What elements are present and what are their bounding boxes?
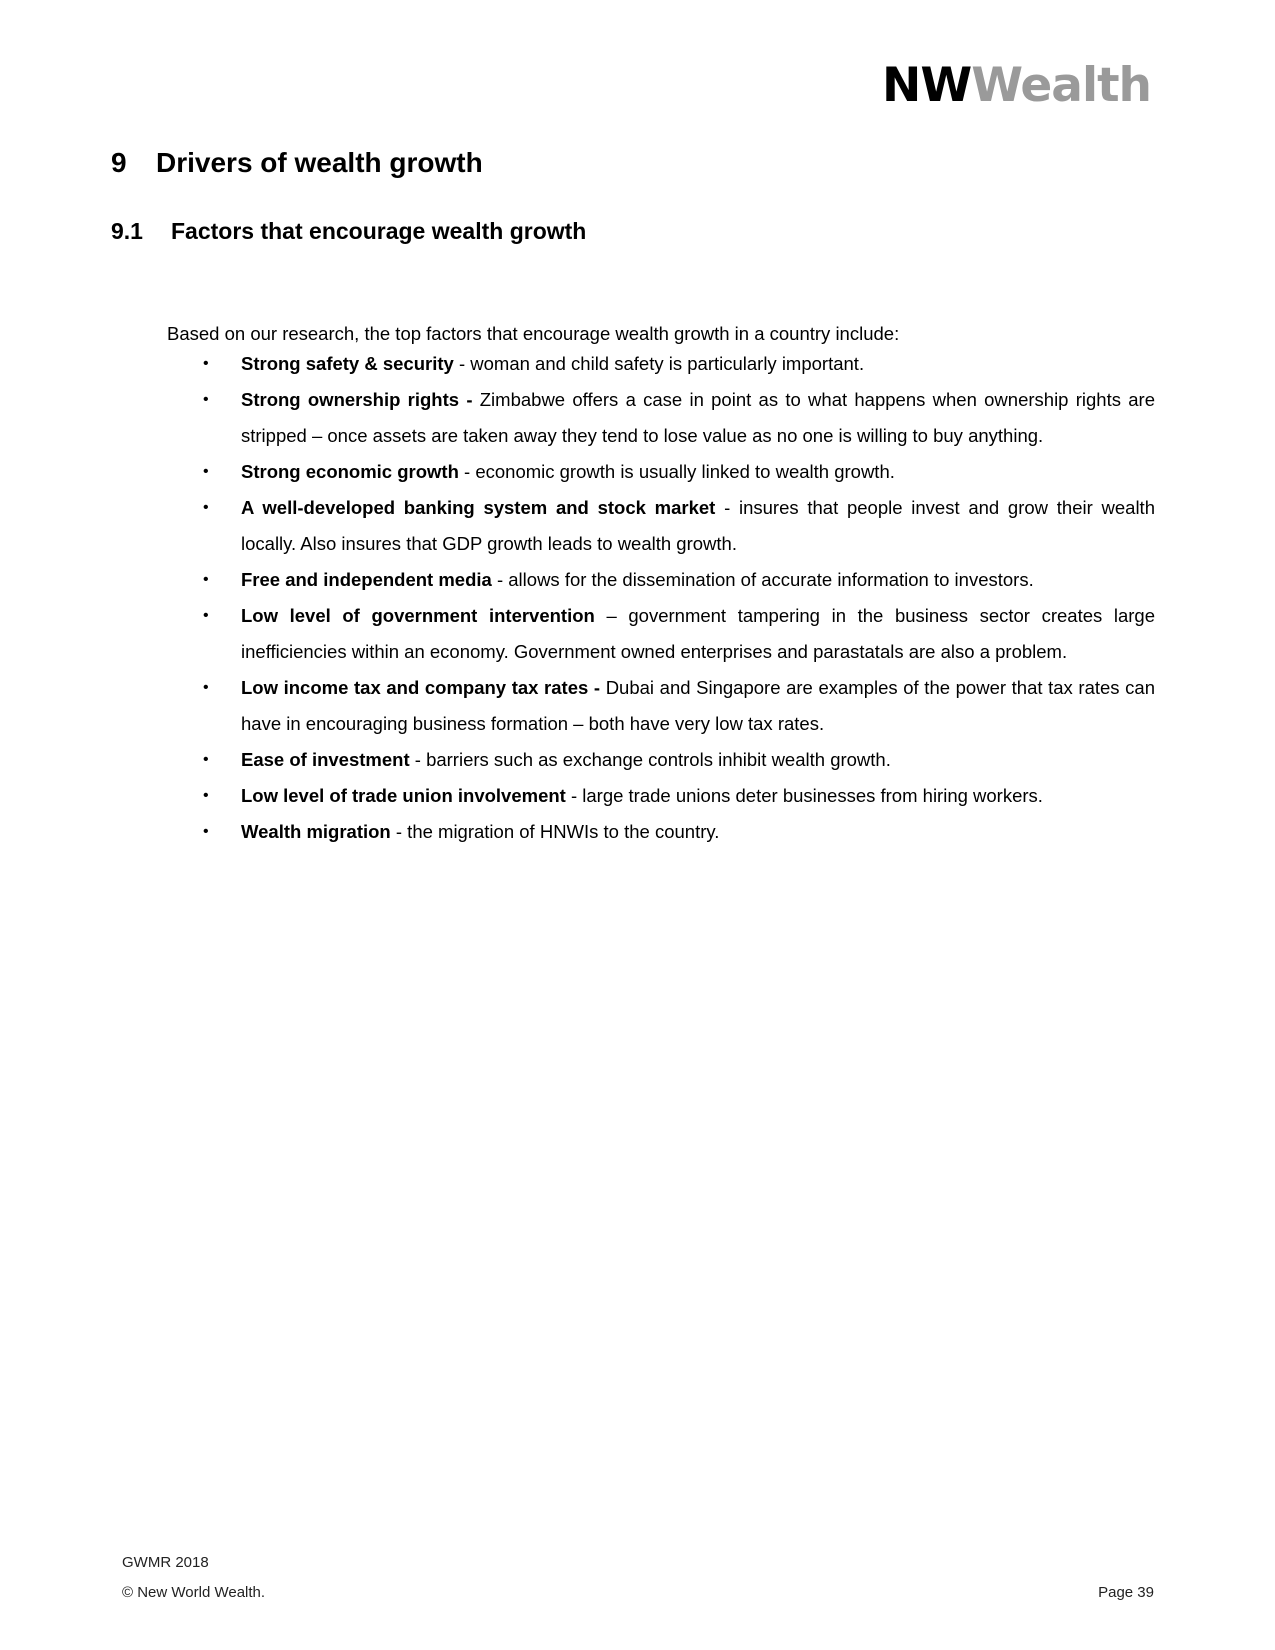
- factor-label: Low level of government intervention: [241, 605, 595, 626]
- factor-label: Low level of trade union involvement: [241, 785, 566, 806]
- section-number: 9: [111, 147, 127, 178]
- subsection-title: Factors that encourage wealth growth: [171, 218, 587, 244]
- bullet-icon: •: [203, 787, 209, 804]
- page-number: Page 39: [1098, 1584, 1154, 1601]
- list-item: [200, 346, 1155, 382]
- list-item: [200, 814, 1155, 850]
- factor-label: Ease of investment: [241, 749, 410, 770]
- factor-text: - woman and child safety is particularly important.: [453, 353, 865, 374]
- bullet-icon: •: [203, 571, 209, 588]
- factor-text: - allows for the dissemination of accurate information to investors.: [491, 569, 1034, 590]
- bullet-icon: •: [203, 499, 209, 516]
- list-item: [200, 598, 1155, 670]
- list-item: [200, 778, 1155, 814]
- footer-copyright: © New World Wealth.: [122, 1584, 266, 1601]
- list-item: [200, 562, 1155, 598]
- bullet-icon: •: [203, 463, 209, 480]
- list-item: [200, 382, 1155, 454]
- logo-nw: NW: [882, 58, 972, 113]
- factor-label: Free and independent media: [241, 569, 492, 590]
- factor-text: Zimbabwe offers a case in point as to what happens when ownership rights are stripped – once assets are taken away they tend to lose value as no one is willing to buy anything.: [241, 389, 1155, 446]
- factor-label: Strong economic growth: [241, 461, 459, 482]
- bullet-icon: •: [203, 607, 209, 624]
- brand-logo: [882, 58, 1151, 113]
- factor-text: - barriers such as exchange controls inhibit wealth growth.: [409, 749, 891, 770]
- factor-text: Dubai and Singapore are examples of the power that tax rates can have in encouraging business formation – both have very low tax rates.: [241, 677, 1155, 734]
- factor-text: - large trade unions deter businesses from hiring workers.: [565, 785, 1043, 806]
- bullet-icon: •: [203, 391, 209, 408]
- list-item: [200, 490, 1155, 562]
- list-item: [200, 742, 1155, 778]
- list-item: [200, 670, 1155, 742]
- logo-wealth: Wealth: [971, 58, 1151, 113]
- section-heading: [111, 146, 483, 180]
- factor-label: Strong safety & security: [241, 353, 454, 374]
- factor-text: - insures that people invest and grow their wealth locally. Also insures that GDP growth leads to wealth growth.: [241, 497, 1155, 554]
- list-item: [200, 454, 1155, 490]
- bullet-icon: •: [203, 823, 209, 840]
- factor-text: - economic growth is usually linked to wealth growth.: [458, 461, 895, 482]
- intro-paragraph: Based on our research, the top factors that encourage wealth growth in a country include:: [167, 322, 900, 344]
- bullet-icon: •: [203, 679, 209, 696]
- factor-label: Wealth migration: [241, 821, 391, 842]
- factor-label: Low income tax and company tax rates -: [241, 677, 601, 698]
- factor-list: [200, 346, 1155, 850]
- factor-label: Strong ownership rights -: [241, 389, 473, 410]
- section-title: Drivers of wealth growth: [156, 147, 483, 178]
- bullet-icon: •: [203, 751, 209, 768]
- footer-report: GWMR 2018: [122, 1554, 209, 1571]
- factor-text: – government tampering in the business sector creates large inefficiencies within an economy. Government owned enterprises and parastatals are also a problem.: [241, 605, 1156, 662]
- subsection-heading: [111, 218, 586, 246]
- factor-text: - the migration of HNWIs to the country.: [390, 821, 720, 842]
- subsection-number: 9.1: [111, 218, 143, 244]
- bullet-icon: •: [203, 355, 209, 372]
- factor-label: A well-developed banking system and stock market: [241, 497, 716, 518]
- footer-left: [122, 1548, 265, 1608]
